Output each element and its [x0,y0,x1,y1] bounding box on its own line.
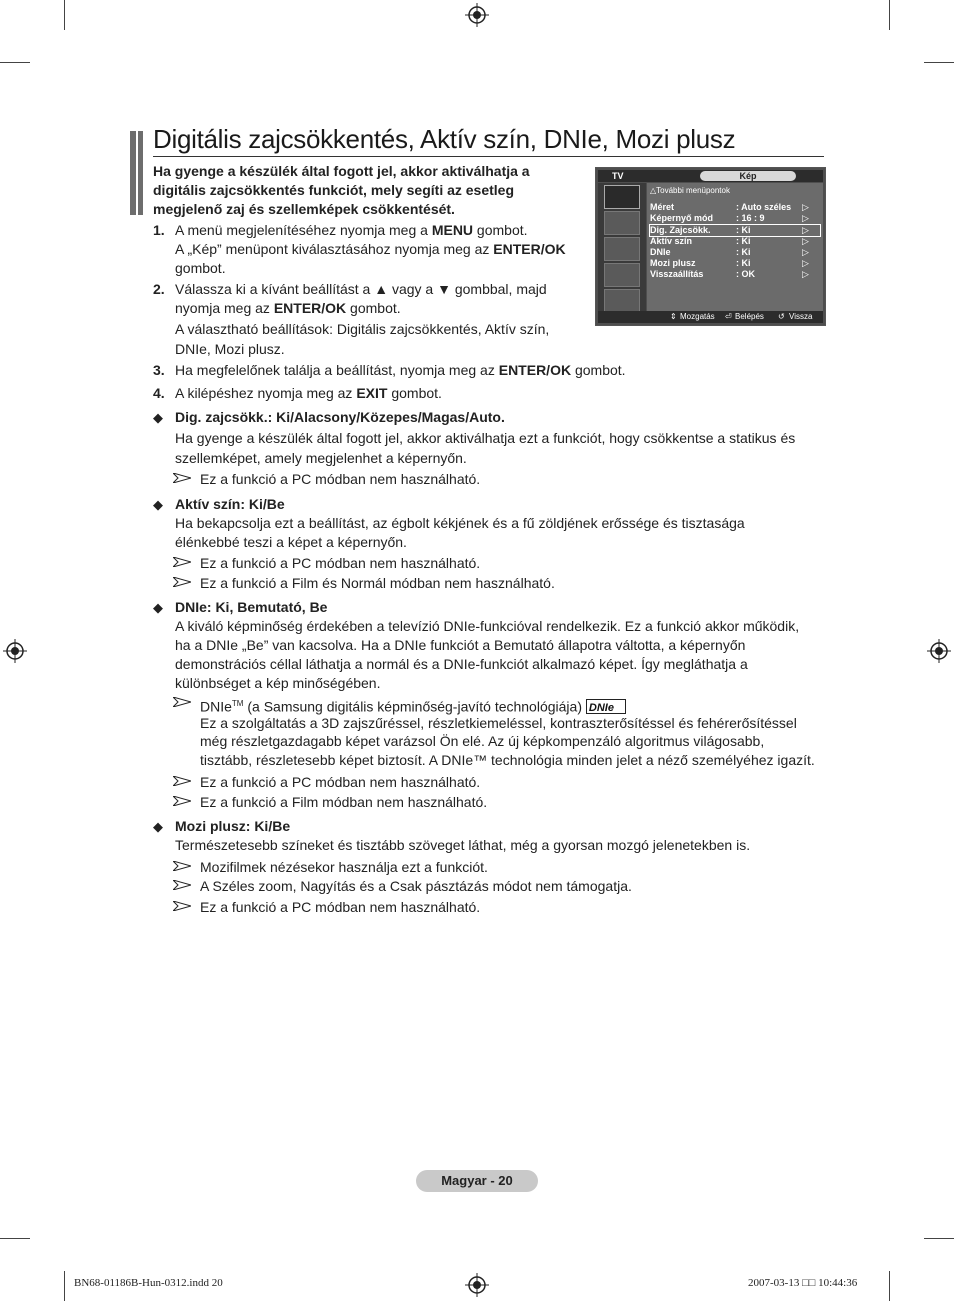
osd-tab-picture: Kép [700,171,796,181]
osd-row: DNIe : Ki ▷ [650,247,809,257]
section-heading: Aktív szín: Ki/Be [175,496,285,512]
note-text: Ez a szolgáltatás a 3D zajszűréssel, részletkiemeléssel, kontraszterősítéssel és fehérerősítéssel [200,715,797,731]
body-text: demonstrációs céllal láthatja a normál és a DNIe-funkciót alkalmazó képet. Így megláthatja a [175,656,748,672]
note-arrow-icon [173,697,191,707]
page-number: Magyar - 20 [416,1170,538,1192]
input-icon [604,289,640,313]
note-text: Ez a funkció a PC módban nem használható. [200,471,481,487]
step-number: 2. [153,281,165,297]
move-icon: ⇕ [670,312,677,321]
step-2-line-4: DNIe, Mozi plusz. [175,341,285,357]
note-text: még részletgazdagabb képet varázsol Ön elé. Az új képkompenzáló algoritmus világosabb, [200,733,765,749]
note-text: A Széles zoom, Nagyítás és a Csak pásztázás módot nem támogatja. [200,878,632,894]
footer-filename: BN68-01186B-Hun-0312.indd 20 [74,1277,223,1289]
osd-tv-label: TV [612,171,624,181]
step-2-line-3: A választható beállítások: Digitális zajcsökkentés, Aktív szín, [175,321,550,337]
body-text: különbséget a kép minőségében. [175,675,381,691]
note-text: Ez a funkció a PC módban nem használható. [200,555,481,571]
note-arrow-icon [173,776,191,786]
note-text: DNIe™ (a Samsung digitális képminőség-javító technológiája) DNIe [200,694,626,717]
note-arrow-icon [173,861,191,871]
diamond-bullet-icon: ◆ [153,600,163,615]
registration-mark-icon [3,639,27,663]
enter-icon: ⏎ [725,312,732,321]
osd-row: Visszaállítás : OK ▷ [650,269,809,279]
note-arrow-icon [173,880,191,890]
sound-icon [604,211,640,235]
note-arrow-icon [173,901,191,911]
note-arrow-icon [173,557,191,567]
osd-row: Aktív szín : Ki ▷ [650,236,809,246]
body-text: Természetesebb színeket és tisztább szöveget láthat, még a gyorsan mozgó jelenetekben is. [175,837,751,853]
registration-mark-icon [465,1273,489,1297]
section-heading: DNIe: Ki, Bemutató, Be [175,599,328,615]
body-text: A kiváló képminőség érdekében a televízió DNIe-funkcióval rendelkezik. Ez a funkció akkor működik, [175,618,800,634]
note-arrow-icon [173,577,191,587]
intro-text: Ha gyenge a készülék által fogott jel, akkor aktiválhatja a digitális zajcsökkentés funkciót, mely segíti az esetleg megjelenő zaj és szellemképek csökkentését. [153,163,530,217]
diamond-bullet-icon: ◆ [153,410,163,425]
osd-sidebar [598,183,646,311]
osd-row: Méret : Auto széles ▷ [650,202,809,212]
osd-row-selected: Dig. Zajcsökk. : Ki ▷ [649,224,821,237]
body-text: ha a DNIe „Be” van kacsolva. Ha a DNIe funkciót a Bemutató állapotra váltotta, a képernyőn [175,637,746,653]
step-2-line-2: nyomja meg az ENTER/OK gombot. [175,300,401,316]
osd-submenu-label: △További menüpontok [650,186,730,195]
registration-mark-icon [465,3,489,27]
body-text: Ha bekapcsolja ezt a beállítást, az égbolt kékjének és a fű zöldjének erőssége és tisztasága [175,515,745,531]
osd-enter-label: Belépés [735,312,764,321]
note-text: tisztább, részletesebb képet biztosít. A DNIe™ technológia minden jelet a néző személyéhez igazít. [200,752,815,768]
osd-move-label: Mozgatás [680,312,715,321]
triangle-right-icon: ▷ [802,202,809,212]
note-text: Ez a funkció a PC módban nem használható. [200,774,481,790]
setup-icon [604,263,640,287]
body-text: élénkebbé teszi a képet a képernyőn. [175,534,407,550]
note-text: Ez a funkció a Film módban nem használható. [200,794,488,810]
triangle-right-icon: ▷ [802,247,809,257]
registration-mark-icon [927,639,951,663]
note-text: Mozifilmek nézésekor használja ezt a funkciót. [200,859,488,875]
step-1-line-1: A menü megjelenítéséhez nyomja meg a MENU gombot. [175,222,528,238]
body-text: szellemképet, amely megjelenhet a képernyőn. [175,450,467,466]
dnie-logo: DNIe [586,699,626,714]
osd-row: Mozi plusz : Ki ▷ [650,258,809,268]
footer-timestamp: 2007-03-13 □□ 10:44:36 [748,1277,858,1289]
osd-main-panel [647,183,823,311]
tv-osd-menu [595,167,826,326]
step-number: 1. [153,222,165,238]
section-heading: Dig. zajcsökk.: Ki/Alacsony/Közepes/Magas/Auto. [175,409,505,425]
triangle-right-icon: ▷ [802,269,809,279]
diamond-bullet-icon: ◆ [153,819,163,834]
triangle-right-icon: ▷ [802,213,809,223]
step-1-line-2: A „Kép” menüpont kiválasztásához nyomja meg az ENTER/OK [175,241,566,257]
return-icon: ↺ [778,312,785,321]
triangle-right-icon: ▷ [802,225,809,235]
note-arrow-icon [173,473,191,483]
title-rule [153,156,824,157]
step-4-line-1: A kilépéshez nyomja meg az EXIT gombot. [175,385,442,401]
step-number: 3. [153,362,165,378]
section-heading: Mozi plusz: Ki/Be [175,818,291,834]
triangle-right-icon: ▷ [802,236,809,246]
page-title: Digitális zajcsökkentés, Aktív szín, DNIe, Mozi plusz [153,124,736,154]
step-2-line-1: Válassza ki a kívánt beállítást a ▲ vagy a ▼ gombbal, majd [175,281,547,297]
osd-row: Képernyő mód : 16 : 9 ▷ [650,213,809,223]
osd-back-label: Vissza [789,312,813,321]
step-1-line-3: gombot. [175,260,226,276]
triangle-right-icon: ▷ [802,258,809,268]
osd-footer [598,311,823,323]
step-number: 4. [153,385,165,401]
channel-icon [604,237,640,261]
step-3-line-1: Ha megfelelőnek találja a beállítást, nyomja meg az ENTER/OK gombot. [175,362,626,378]
note-text: Ez a funkció a Film és Normál módban nem használható. [200,575,555,591]
osd-header [598,170,823,182]
note-text: Ez a funkció a PC módban nem használható. [200,899,481,915]
body-text: Ha gyenge a készülék által fogott jel, akkor aktiválhatja ezt a funkciót, hogy csökkentse a statikus és [175,430,796,446]
note-arrow-icon [173,796,191,806]
diamond-bullet-icon: ◆ [153,497,163,512]
picture-icon [604,185,640,209]
